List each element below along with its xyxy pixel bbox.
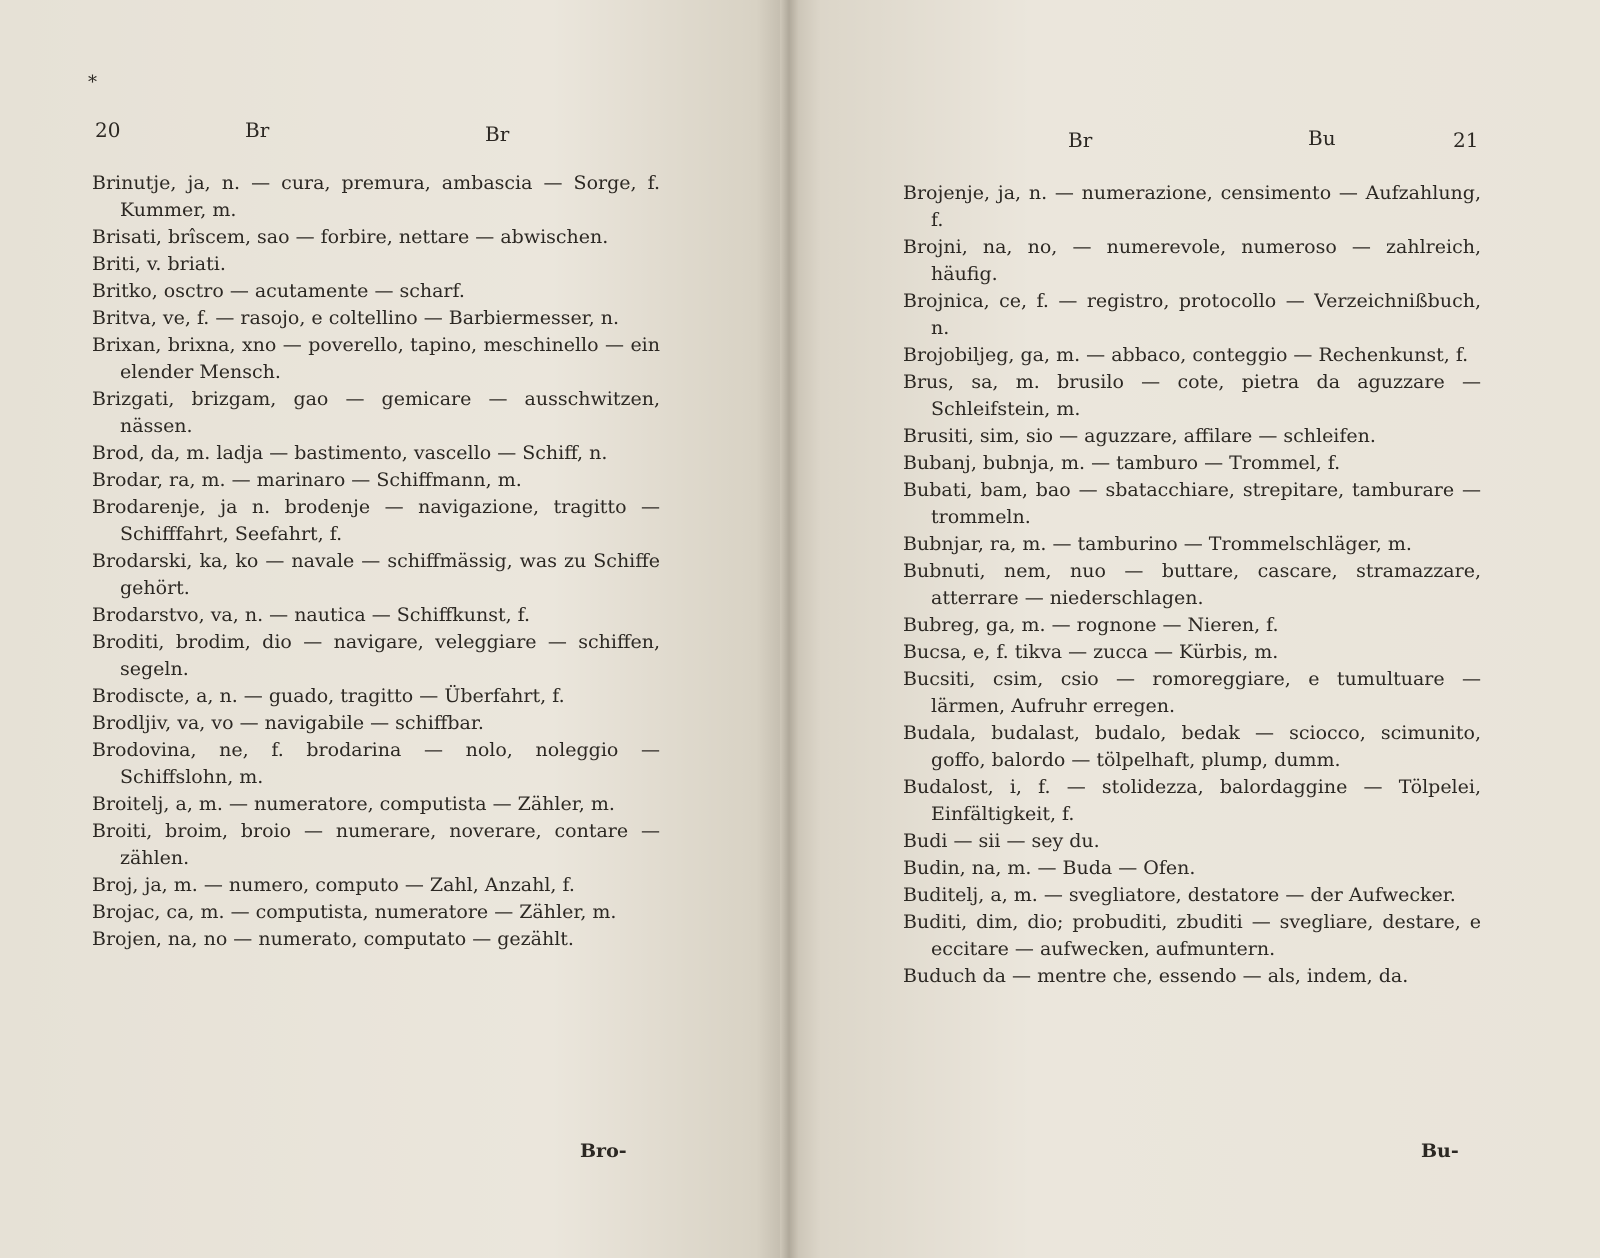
dictionary-entry: Bubanj, bubnja, m. — tamburo — Trommel, f. <box>903 452 1341 474</box>
dictionary-entry: Brod, da, m. ladja — bastimento, vascello — Schiff, n. <box>92 442 608 464</box>
dictionary-entry: Brus, sa, m. brusilo — cote, pietra da aguzzare — Schleifstein, m. <box>903 371 1481 420</box>
dictionary-entry: Britva, ve, f. — rasojo, e coltellino — Barbiermesser, n. <box>92 307 620 329</box>
dictionary-entry: Brinutje, ja, n. — cura, premura, ambascia — Sorge, f. Kummer, m. <box>92 172 660 221</box>
running-head-right: Br <box>485 122 510 146</box>
dictionary-entry: Brojobiljeg, ga, m. — abbaco, conteggio — Rechenkunst, f. <box>903 344 1469 366</box>
dictionary-entry: Budin, na, m. — Buda — Ofen. <box>903 857 1196 879</box>
dictionary-entry: Broj, ja, m. — numero, computo — Zahl, Anzahl, f. <box>92 874 575 896</box>
printer-mark: * <box>88 72 97 93</box>
dictionary-entry: Bubnjar, ra, m. — tamburino — Trommelschläger, m. <box>903 533 1412 555</box>
book-gutter <box>780 0 798 1258</box>
dictionary-entry: Brodljiv, va, vo — navigabile — schiffbar. <box>92 712 484 734</box>
dictionary-entry: Bubreg, ga, m. — rognone — Nieren, f. <box>903 614 1279 636</box>
dictionary-entry: Broiti, broim, broio — numerare, noverare, contare — zählen. <box>92 820 660 869</box>
dictionary-entry: Bucsa, e, f. tikva — zucca — Kürbis, m. <box>903 641 1279 663</box>
dictionary-entry: Broditi, brodim, dio — navigare, veleggiare — schiffen, segeln. <box>92 631 660 680</box>
dictionary-entries <box>92 170 660 953</box>
dictionary-entry: Brojni, na, no, — numerevole, numeroso — zahlreich, häufig. <box>903 236 1481 285</box>
dictionary-entry: Britko, osctro — acutamente — scharf. <box>92 280 465 302</box>
dictionary-entry: Budala, budalast, budalo, bedak — sciocco, scimunito, goffo, balordo — tölpelhaft, plump, dumm. <box>903 722 1481 771</box>
catchword: Bro- <box>580 1140 627 1162</box>
running-head-right: Bu <box>1308 126 1336 150</box>
dictionary-entry: Buditi, dim, dio; probuditi, zbuditi — svegliare, destare, e eccitare — aufwecken, aufmuntern. <box>903 911 1481 960</box>
dictionary-entry: Budalost, i, f. — stolidezza, balordaggine — Tölpelei, Einfältigkeit, f. <box>903 776 1481 825</box>
page-number: 21 <box>1453 128 1479 152</box>
dictionary-entry: Brizgati, brizgam, gao — gemicare — ausschwitzen, nässen. <box>92 388 660 437</box>
right-page <box>788 0 1600 1258</box>
page-number: 20 <box>95 118 121 142</box>
dictionary-entry: Brojnica, ce, f. — registro, protocollo — Verzeichnißbuch, n. <box>903 290 1481 339</box>
dictionary-entry: Brodovina, ne, f. brodarina — nolo, noleggio — Schiffslohn, m. <box>92 739 660 788</box>
dictionary-entry: Bubnuti, nem, nuo — buttare, cascare, stramazzare, atterrare — niederschlagen. <box>903 560 1481 609</box>
dictionary-entry: Briti, v. briati. <box>92 253 226 275</box>
dictionary-entry: Bubati, bam, bao — sbatacchiare, strepitare, tamburare — trommeln. <box>903 479 1481 528</box>
dictionary-entry: Brisati, brîscem, sao — forbire, nettare — abwischen. <box>92 226 609 248</box>
dictionary-entry: Brojen, na, no — numerato, computato — gezählt. <box>92 928 574 950</box>
dictionary-entry: Brusiti, sim, sio — aguzzare, affilare — schleifen. <box>903 425 1376 447</box>
dictionary-entries <box>903 180 1481 990</box>
dictionary-entry: Broitelj, a, m. — numeratore, computista — Zähler, m. <box>92 793 615 815</box>
running-head-left: Br <box>245 118 270 142</box>
dictionary-entry: Brodar, ra, m. — marinaro — Schiffmann, m. <box>92 469 522 491</box>
dictionary-entry: Buduch da — mentre che, essendo — als, indem, da. <box>903 965 1409 987</box>
dictionary-entry: Budi — sii — sey du. <box>903 830 1100 852</box>
running-head-left: Br <box>1068 128 1093 152</box>
dictionary-entry: Buditelj, a, m. — svegliatore, destatore — der Aufwecker. <box>903 884 1456 906</box>
dictionary-entry: Brodarski, ka, ko — navale — schiffmässig, was zu Schiffe gehört. <box>92 550 660 599</box>
dictionary-entry: Brodarstvo, va, n. — nautica — Schiffkunst, f. <box>92 604 531 626</box>
catchword: Bu- <box>1421 1140 1459 1162</box>
left-page <box>0 0 788 1258</box>
dictionary-entry: Brojenje, ja, n. — numerazione, censimento — Aufzahlung, f. <box>903 182 1481 231</box>
dictionary-entry: Brodiscte, a, n. — guado, tragitto — Überfahrt, f. <box>92 685 565 707</box>
dictionary-entry: Brodarenje, ja n. brodenje — navigazione, tragitto — Schifffahrt, Seefahrt, f. <box>92 496 660 545</box>
dictionary-entry: Brojac, ca, m. — computista, numeratore — Zähler, m. <box>92 901 617 923</box>
dictionary-entry: Bucsiti, csim, csio — romoreggiare, e tumultuare — lärmen, Aufruhr erregen. <box>903 668 1481 717</box>
dictionary-entry: Brixan, brixna, xno — poverello, tapino, meschinello — ein elender Mensch. <box>92 334 660 383</box>
